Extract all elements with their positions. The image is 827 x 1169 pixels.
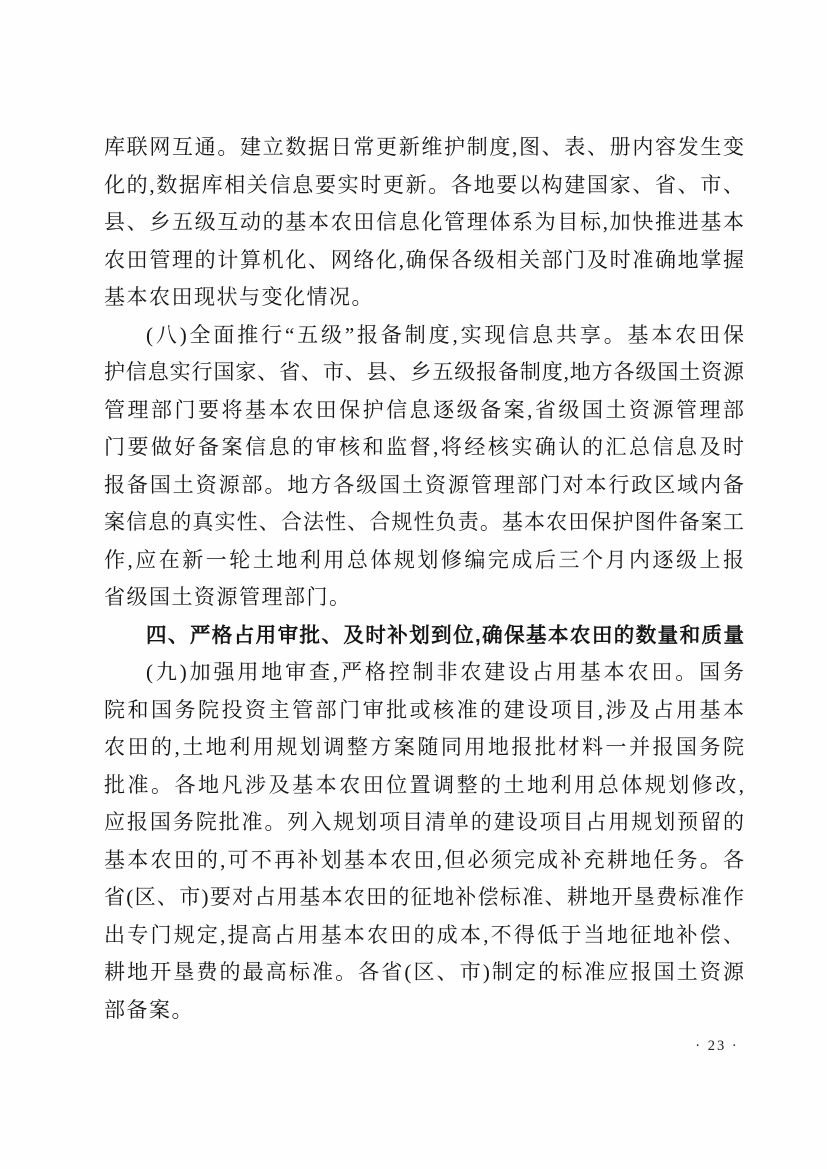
- text-line: 门要做好备案信息的审核和监督,将经核实确认的汇总信息及时: [104, 435, 744, 459]
- text-line: 基本农田的,可不再补划基本农田,但必须完成补充耕地任务。各: [104, 847, 744, 872]
- text-line: 耕地开垦费的最高标准。各省(区、市)制定的标准应报国土资源: [104, 960, 744, 984]
- text-line: 案信息的真实性、合法性、合规性负责。基本农田保护图件备案工: [104, 510, 744, 534]
- text-block: [104, 129, 744, 1029]
- text-line: 化的,数据库相关信息要实时更新。各地要以构建国家、省、市、: [104, 172, 744, 197]
- text-line: 应报国务院批准。列入规划项目清单的建设项目占用规划预留的: [104, 810, 744, 834]
- text-line: 批准。各地凡涉及基本农田位置调整的土地利用总体规划修改,: [104, 772, 744, 797]
- text-line: 作,应在新一轮土地利用总体规划修编完成后三个月内逐级上报: [104, 547, 744, 572]
- text-line: 农田的,土地利用规划调整方案随同用地报批材料一并报国务院: [104, 735, 744, 759]
- text-line: 农田管理的计算机化、网络化,确保各级相关部门及时准确地掌握: [104, 247, 744, 272]
- text-line: 报备国土资源部。地方各级国土资源管理部门对本行政区域内备: [104, 472, 744, 497]
- text-line: 部备案。: [104, 997, 194, 1022]
- page-number: · 23 ·: [695, 1038, 739, 1054]
- text-line: 院和国务院投资主管部门审批或核准的建设项目,涉及占用基本: [104, 697, 744, 722]
- text-line: 出专门规定,提高占用基本农田的成本,不得低于当地征地补偿、: [104, 922, 744, 947]
- text-line: 库联网互通。建立数据日常更新维护制度,图、表、册内容发生变: [104, 135, 744, 159]
- text-line: (八)全面推行“五级”报备制度,实现信息共享。基本农田保: [146, 322, 744, 347]
- text-line: 基本农田现状与变化情况。: [104, 285, 374, 309]
- text-line: 县、乡五级互动的基本农田信息化管理体系为目标,加快推进基本: [104, 210, 744, 234]
- section-heading: 四、严格占用审批、及时补划到位,确保基本农田的数量和质量: [146, 623, 744, 647]
- text-line: 护信息实行国家、省、市、县、乡五级报备制度,地方各级国土资源: [104, 360, 744, 384]
- text-line: (九)加强用地审查,严格控制非农建设占用基本农田。国务: [146, 660, 744, 684]
- text-line: 管理部门要将基本农田保护信息逐级备案,省级国土资源管理部: [104, 397, 744, 422]
- text-line: 省级国土资源管理部门。: [104, 585, 352, 609]
- text-line: 省(区、市)要对占用基本农田的征地补偿标准、耕地开垦费标准作: [104, 885, 744, 909]
